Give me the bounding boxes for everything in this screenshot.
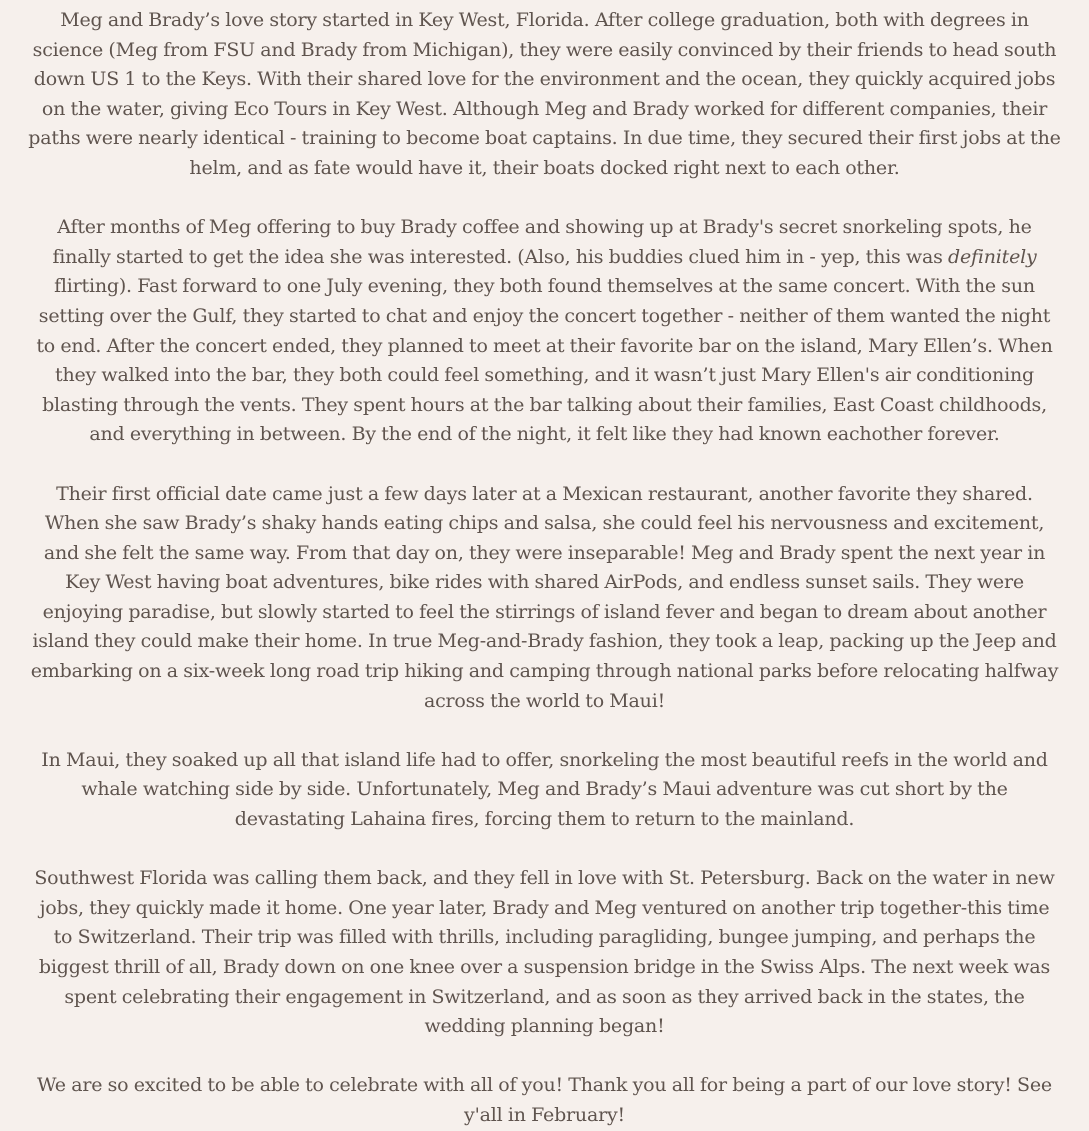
story-paragraph-maui: In Maui, they soaked up all that island life had to offer, snorkeling the most beautiful reefs in the world and whale watching side by side. Unfortunately, Meg and Brady’s Maui adventure was cut short by the devastating Lahaina fires, forcing them to return to the mainland. xyxy=(41,748,1048,831)
emphasized-word: definitely xyxy=(948,245,1037,268)
story-paragraph-text: After months of Meg offering to buy Brady coffee and showing up at Brady's secret snorkeling spots, he finally started to get the idea she was interested. (Also, his buddies clued him in - yep, this was xyxy=(52,216,1032,268)
story-paragraph-key-west: Meg and Brady’s love story started in Key West, Florida. After college graduation, both with degrees in science (Meg from FSU and Brady from Michigan), they were easily convinced by their friends to head south down US 1 to the Keys. With their shared love for the environment and the ocean, they quickly acquired jobs on the water, giving Eco Tours in Key West. Although Meg and Brady worked for different companies, their paths were nearly identical - training to become boat captains. In due time, they secured their first jobs at the helm, and as fate would have it, their boats docked right next to each other. xyxy=(28,9,1061,179)
story-paragraph-closing: We are so excited to be able to celebrate with all of you! Thank you all for being a part of our love story! See y'all in February! xyxy=(37,1074,1052,1126)
story-paragraph-text: flirting). Fast forward to one July evening, they both found themselves at the same concert. With the sun setting over the Gulf, they started to chat and enjoy the concert together - neither of them wanted the night to end. After the concert ended, they planned to meet at their favorite bar on the island, Mary Ellen’s. When they walked into the bar, they both could feel something, and it wasn’t just Mary Ellen's air conditioning blasting through the vents. They spent hours at the bar talking about their families, East Coast childhoods, and everything in between. By the end of the night, it felt like they had known eachother forever. xyxy=(36,275,1053,446)
story-paragraph-first-date: Their first official date came just a few days later at a Mexican restaurant, another favorite they shared. When she saw Brady’s shaky hands eating chips and salsa, she could feel his nervousness and excitement, and she felt the same way. From that day on, they were inseparable! Meg and Brady spent the next year in Key West having boat adventures, bike rides with shared AirPods, and endless sunset sails. They were enjoying paradise, but slowly started to feel the stirrings of island fever and began to dream about another island they could make their home. In true Meg-and-Brady fashion, they took a leap, packing up the Jeep and embarking on a six-week long road trip hiking and camping through national parks before relocating halfway across the world to Maui! xyxy=(30,482,1059,712)
story-paragraph-first-meeting xyxy=(28,213,1061,450)
story-paragraph-engagement: Southwest Florida was calling them back, and they fell in love with St. Petersburg. Back on the water in new jobs, they quickly made it home. One year later, Brady and Meg ventured on another trip together-this time to Switzerland. Their trip was filled with thrills, including paragliding, bungee jumping, and perhaps the biggest thrill of all, Brady down on one knee over a suspension bridge in the Swiss Alps. The next week was spent celebrating their engagement in Switzerland, and as soon as they arrived back in the states, the wedding planning began! xyxy=(34,867,1055,1038)
